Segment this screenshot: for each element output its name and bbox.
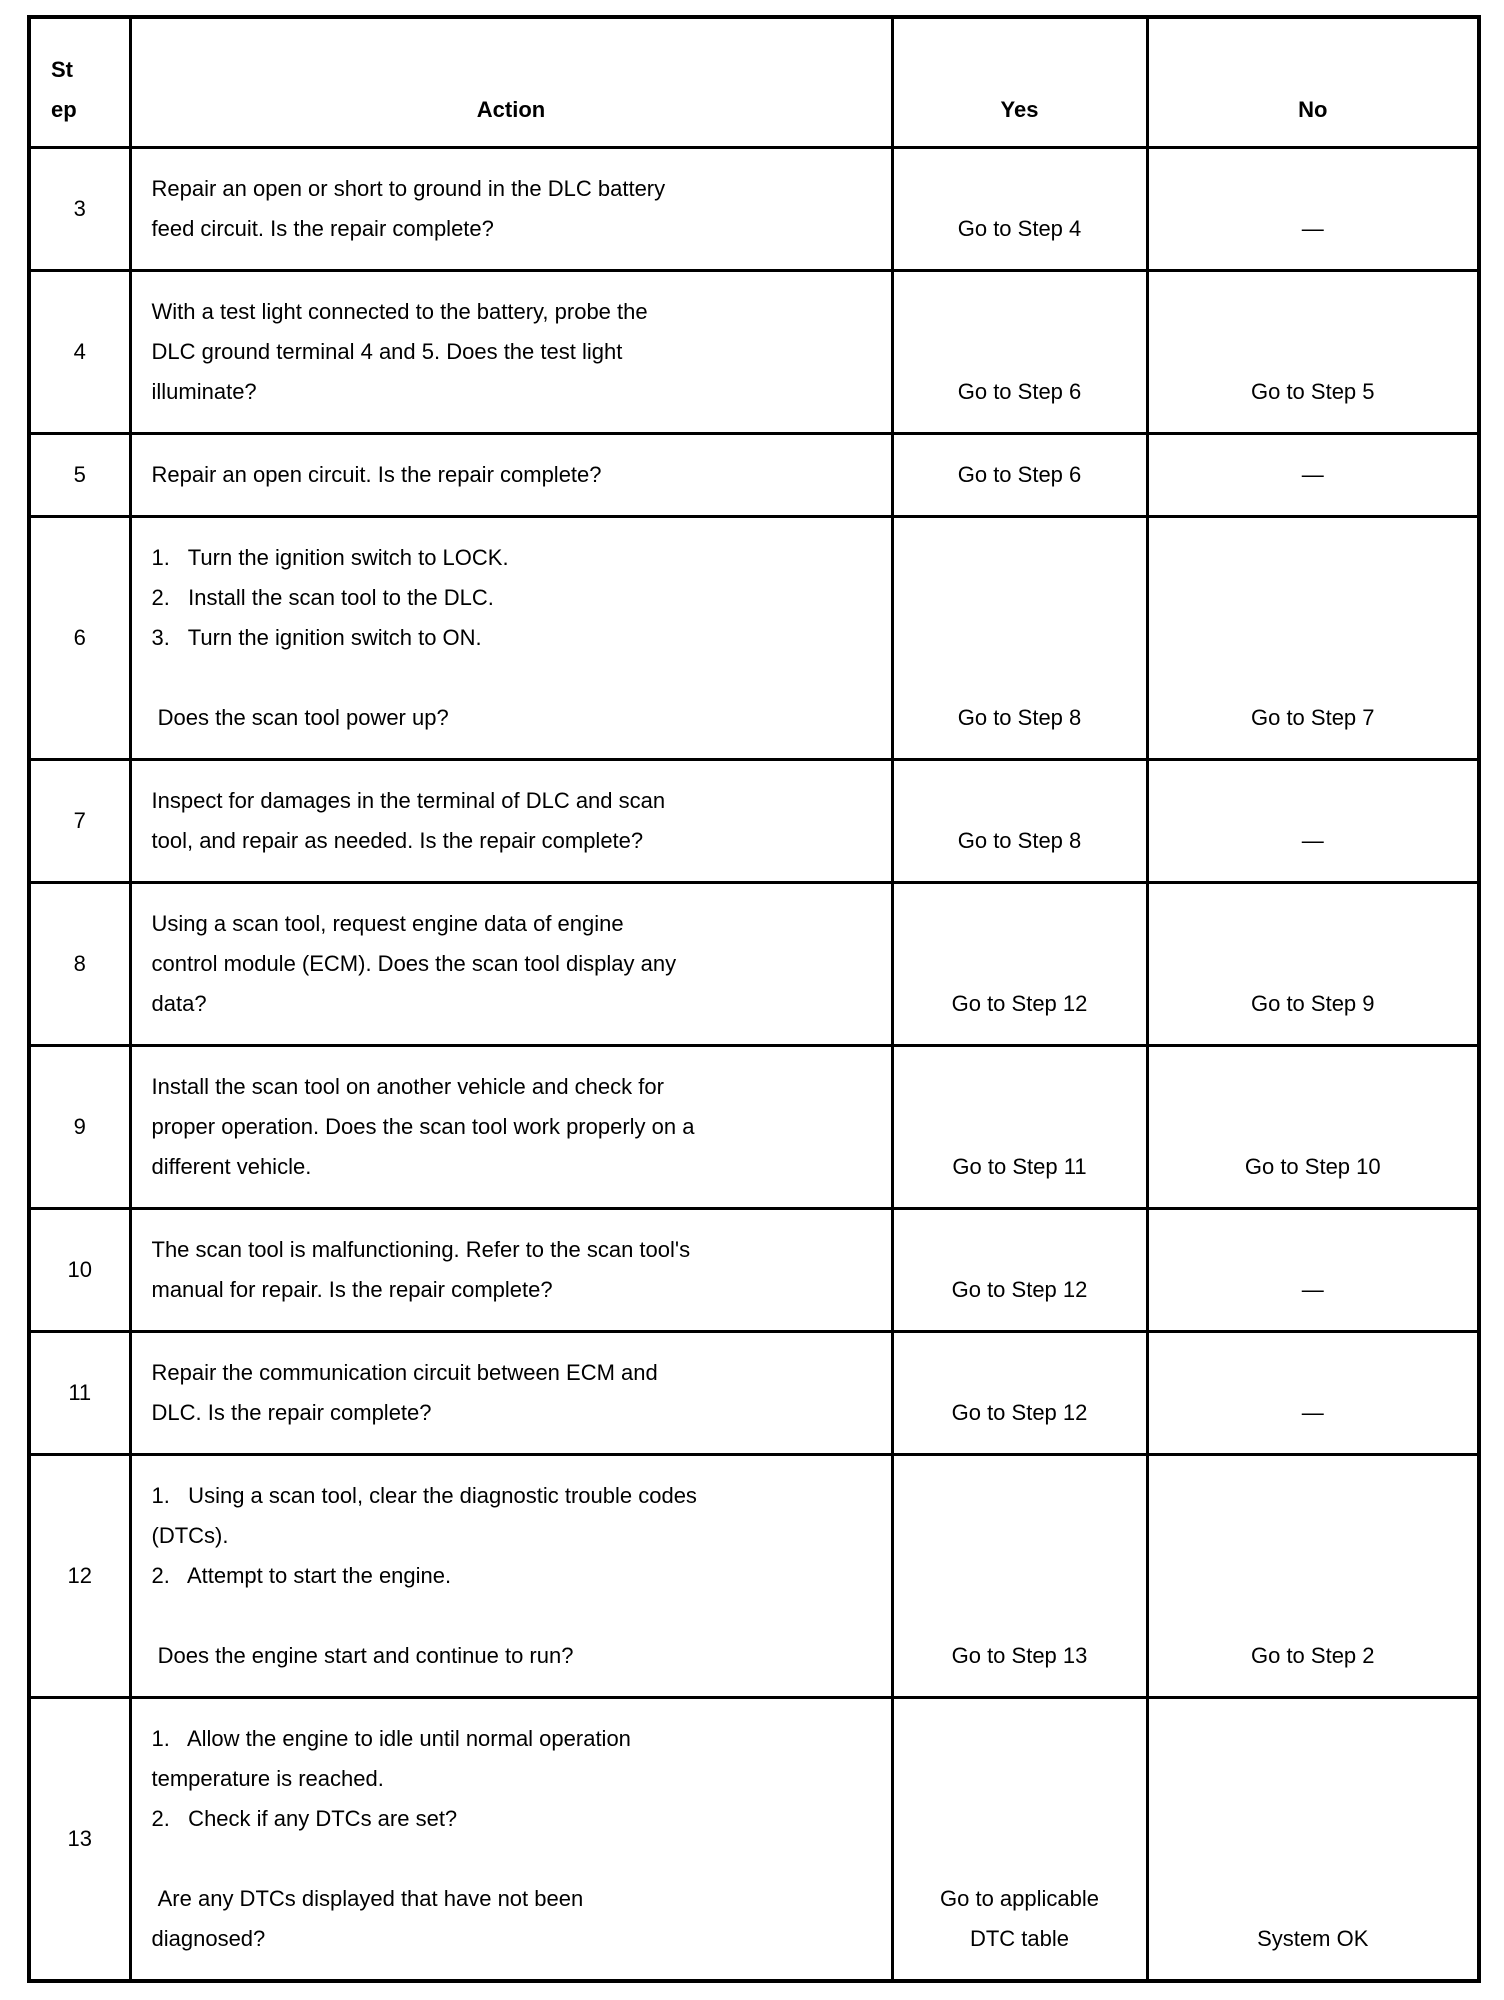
no-cell bbox=[1147, 433, 1479, 516]
action-cell bbox=[130, 1208, 892, 1331]
yes-cell bbox=[892, 516, 1147, 759]
action-cell bbox=[130, 882, 892, 1045]
header-yes: Yes bbox=[892, 17, 1147, 147]
action-line: manual for repair. Is the repair complete? bbox=[151, 1276, 553, 1302]
action-line bbox=[152, 658, 877, 698]
action-line: 1. Allow the engine to idle until normal operation bbox=[151, 1725, 631, 1751]
action-line: 2. Check if any DTCs are set? bbox=[151, 1805, 458, 1831]
result-line: Go to Step 6 bbox=[957, 378, 1082, 404]
action-line: Are any DTCs displayed that have not been bbox=[151, 1885, 584, 1911]
action-line: temperature is reached. bbox=[151, 1765, 384, 1791]
table-row bbox=[29, 759, 1479, 882]
no-cell bbox=[1147, 516, 1479, 759]
header-step-line1: St bbox=[51, 56, 73, 82]
action-line: 2. Install the scan tool to the DLC. bbox=[151, 584, 494, 610]
table-row bbox=[29, 1331, 1479, 1454]
action-line bbox=[152, 1596, 877, 1636]
result-line: Go to Step 5 bbox=[1250, 378, 1375, 404]
result-line: — bbox=[1301, 1276, 1324, 1302]
diagnostic-table bbox=[27, 15, 1481, 1983]
action-line: DLC ground terminal 4 and 5. Does the test light bbox=[151, 338, 623, 364]
step-cell bbox=[29, 516, 130, 759]
result-line: Go to Step 13 bbox=[951, 1642, 1088, 1668]
step-number: 3 bbox=[73, 195, 86, 221]
table-row bbox=[29, 882, 1479, 1045]
table-row bbox=[29, 1697, 1479, 1981]
action-line: With a test light connected to the battery, probe the bbox=[151, 298, 648, 324]
result-line: Go to Step 6 bbox=[957, 461, 1082, 487]
action-line: tool, and repair as needed. Is the repair complete? bbox=[151, 827, 644, 853]
header-action: Action bbox=[130, 17, 892, 147]
table-row bbox=[29, 270, 1479, 433]
no-cell bbox=[1147, 1331, 1479, 1454]
action-line: Repair an open or short to ground in the DLC battery bbox=[151, 175, 666, 201]
yes-cell bbox=[892, 270, 1147, 433]
action-line: Repair an open circuit. Is the repair complete? bbox=[151, 461, 602, 487]
table-row bbox=[29, 1045, 1479, 1208]
step-cell bbox=[29, 433, 130, 516]
step-number: 7 bbox=[73, 807, 86, 833]
action-line: feed circuit. Is the repair complete? bbox=[151, 215, 494, 241]
step-number: 5 bbox=[73, 461, 86, 487]
action-line: control module (ECM). Does the scan tool display any bbox=[151, 950, 677, 976]
result-line: Go to Step 9 bbox=[1250, 990, 1375, 1016]
action-cell bbox=[130, 1331, 892, 1454]
result-line: Go to Step 11 bbox=[952, 1153, 1087, 1179]
yes-cell bbox=[892, 147, 1147, 270]
action-line: The scan tool is malfunctioning. Refer to the scan tool's bbox=[151, 1236, 691, 1262]
no-cell bbox=[1147, 147, 1479, 270]
result-line: — bbox=[1301, 215, 1324, 241]
no-cell bbox=[1147, 1045, 1479, 1208]
action-line bbox=[152, 1839, 877, 1879]
step-number: 9 bbox=[73, 1113, 86, 1139]
no-cell bbox=[1147, 1697, 1479, 1981]
table-row bbox=[29, 1208, 1479, 1331]
action-line: 1. Turn the ignition switch to LOCK. bbox=[151, 544, 509, 570]
table-row bbox=[29, 516, 1479, 759]
result-line: — bbox=[1301, 1399, 1324, 1425]
action-line: (DTCs). bbox=[151, 1522, 229, 1548]
action-line: different vehicle. bbox=[151, 1153, 312, 1179]
action-cell bbox=[130, 147, 892, 270]
action-line: Using a scan tool, request engine data of engine bbox=[151, 910, 624, 936]
step-number: 4 bbox=[73, 338, 86, 364]
action-line: 1. Using a scan tool, clear the diagnostic trouble codes bbox=[151, 1482, 697, 1508]
action-line: data? bbox=[151, 990, 207, 1016]
result-line: — bbox=[1301, 827, 1324, 853]
yes-cell bbox=[892, 1045, 1147, 1208]
result-line: Go to Step 4 bbox=[957, 215, 1082, 241]
header-row bbox=[29, 17, 1479, 147]
result-line: Go to Step 12 bbox=[951, 1276, 1088, 1302]
step-cell bbox=[29, 147, 130, 270]
step-number: 12 bbox=[67, 1562, 92, 1588]
yes-cell bbox=[892, 759, 1147, 882]
result-line: DTC table bbox=[969, 1925, 1070, 1951]
action-cell bbox=[130, 1045, 892, 1208]
action-line: proper operation. Does the scan tool work properly on a bbox=[151, 1113, 695, 1139]
table-row bbox=[29, 1454, 1479, 1697]
step-number: 6 bbox=[73, 624, 86, 650]
result-line: Go to applicable bbox=[940, 1885, 1099, 1911]
table-header bbox=[29, 17, 1479, 147]
action-line: Does the scan tool power up? bbox=[151, 704, 449, 730]
result-line: — bbox=[1301, 461, 1324, 487]
header-no: No bbox=[1147, 17, 1479, 147]
yes-cell bbox=[892, 1208, 1147, 1331]
yes-cell bbox=[892, 882, 1147, 1045]
page bbox=[27, 15, 1477, 1983]
no-cell bbox=[1147, 1208, 1479, 1331]
header-step-line2: ep bbox=[51, 96, 77, 122]
result-line: Go to Step 8 bbox=[957, 704, 1082, 730]
table-row bbox=[29, 147, 1479, 270]
no-cell bbox=[1147, 270, 1479, 433]
no-cell bbox=[1147, 1454, 1479, 1697]
action-cell bbox=[130, 1697, 892, 1981]
action-line: 2. Attempt to start the engine. bbox=[151, 1562, 452, 1588]
action-cell bbox=[130, 1454, 892, 1697]
action-cell bbox=[130, 433, 892, 516]
result-line: System OK bbox=[1257, 1925, 1369, 1951]
yes-cell bbox=[892, 1454, 1147, 1697]
action-line: Inspect for damages in the terminal of DLC and scan bbox=[151, 787, 666, 813]
step-cell bbox=[29, 882, 130, 1045]
no-cell bbox=[1147, 759, 1479, 882]
step-cell bbox=[29, 1045, 130, 1208]
result-line: Go to Step 7 bbox=[1250, 704, 1375, 730]
result-line: Go to Step 12 bbox=[951, 990, 1088, 1016]
step-number: 11 bbox=[68, 1379, 92, 1405]
result-line: Go to Step 12 bbox=[951, 1399, 1088, 1425]
action-cell bbox=[130, 270, 892, 433]
step-cell bbox=[29, 1331, 130, 1454]
step-cell bbox=[29, 1208, 130, 1331]
yes-cell bbox=[892, 1697, 1147, 1981]
action-line: 3. Turn the ignition switch to ON. bbox=[151, 624, 482, 650]
table-body bbox=[29, 147, 1479, 1981]
header-step bbox=[29, 17, 130, 147]
action-line: diagnosed? bbox=[151, 1925, 266, 1951]
step-cell bbox=[29, 759, 130, 882]
action-cell bbox=[130, 759, 892, 882]
step-number: 8 bbox=[73, 950, 86, 976]
action-line: Repair the communication circuit between ECM and bbox=[151, 1359, 658, 1385]
action-line: Does the engine start and continue to run? bbox=[151, 1642, 574, 1668]
step-number: 10 bbox=[67, 1256, 92, 1282]
action-line: Install the scan tool on another vehicle and check for bbox=[151, 1073, 664, 1099]
yes-cell bbox=[892, 1331, 1147, 1454]
table-row bbox=[29, 433, 1479, 516]
action-cell bbox=[130, 516, 892, 759]
action-line: illuminate? bbox=[151, 378, 257, 404]
action-line: DLC. Is the repair complete? bbox=[151, 1399, 432, 1425]
result-line: Go to Step 2 bbox=[1250, 1642, 1375, 1668]
step-number: 13 bbox=[67, 1825, 92, 1851]
result-line: Go to Step 10 bbox=[1244, 1153, 1381, 1179]
no-cell bbox=[1147, 882, 1479, 1045]
yes-cell bbox=[892, 433, 1147, 516]
step-cell bbox=[29, 1454, 130, 1697]
step-cell bbox=[29, 1697, 130, 1981]
result-line: Go to Step 8 bbox=[957, 827, 1082, 853]
step-cell bbox=[29, 270, 130, 433]
